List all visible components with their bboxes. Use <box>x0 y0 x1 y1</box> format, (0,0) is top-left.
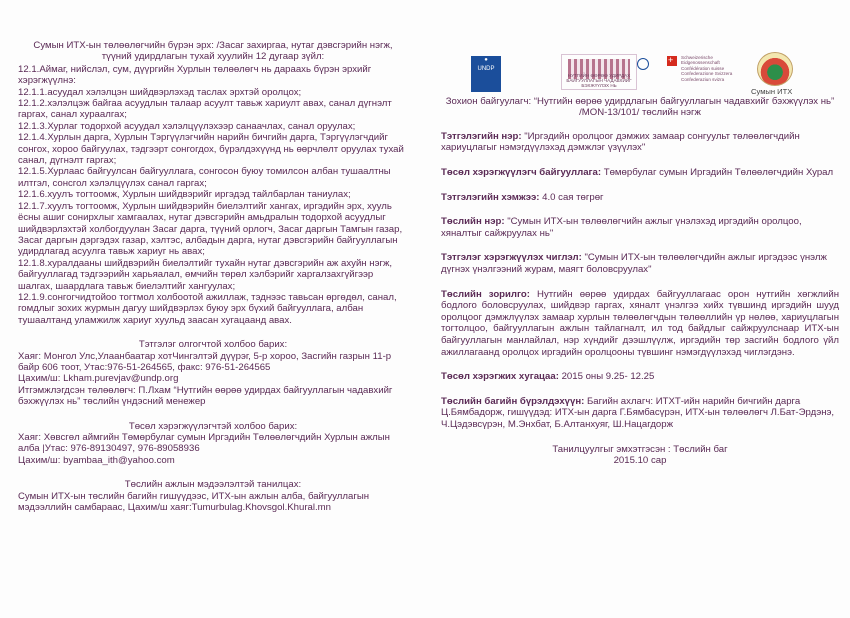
field-label: Төсөл хэрэгжүүлэгч байгууллага: <box>441 167 602 178</box>
left-column <box>18 40 408 513</box>
project-name <box>441 216 839 239</box>
compiled-by <box>441 444 839 467</box>
project-logo-caption: НУТГИЙН ӨӨРӨӨ УДИРДАХ БАЙГУУЛЛАГЫН ЧАДАВХИЙГ БЭХЖҮҮЛЭХ НЬ <box>566 73 632 88</box>
right-column <box>441 48 839 467</box>
field-value: 2015 оны 9.25- 12.25 <box>558 371 655 383</box>
sum-khural-label: Сумын ИТХ <box>751 87 793 96</box>
grantor-representative: Итгэмжлэгдсэн төлөөлөгч: П.Лхам “Нутгийн өөрөө удирдах байгууллагын чадавхийг бэхжүүлэх нь” төслийн үндэсний менежер <box>18 384 393 408</box>
field-value: 4.0 сая төгрөг <box>539 191 604 203</box>
field-value: Төмөрбулаг сумын Иргэдийн Төлөөлөгчдийн Хурал <box>601 167 834 178</box>
implementer-contact-heading: Төсөл хэрэгжүүлэгчтэй холбоо барих: <box>128 420 298 432</box>
powers-item: 12.1.Аймаг, нийслэл, сум, дүүргийн Хурлын төлөөлөгч нь дараахь бүрэн эрхийг хэрэгжүүлнэ: <box>18 63 372 87</box>
implementer-email[interactable]: Цахим/ш: byambaa_ith@yahoo.com <box>18 454 175 466</box>
field-value: "Иргэдийн оролцоог дэмжих замаар сонгуульт төлөөлөгчдийн хариуцлагыг нэмэгдүүлэхэд дэмжлэг үзүүлэх" <box>441 130 800 154</box>
un-emblem-icon <box>637 58 649 70</box>
powers-item: 12.1.6.хуулъ тогтоомж, Хурлын шийдвэрийг иргэдэд тайлбарлан таниулах; <box>18 189 351 201</box>
project-goal <box>441 289 839 359</box>
grant-direction <box>441 252 839 275</box>
project-info-heading: Төслийн ажлын мэдээлэлтэй танилцах: <box>124 479 302 491</box>
grantor-address: Хаяг: Монгол Улс,Улаанбаатар хотЧингэлтэй дүүрэг, 5-р хороо, Засгийн газрын 11-р байр 606 тоот, Утас:976-51-264565, факс: 976-51-264565 <box>18 350 392 373</box>
project-team <box>441 396 839 431</box>
field-value: "Сумын ИТХ-ын төлөөлөгчдийн ажлыг иргэдээс үнэлж дүгнэх үнэлгээний журам, маягт боловсруулах" <box>441 252 827 275</box>
grant-name <box>441 131 839 154</box>
project-info-text: Сумын ИТХ-ын төслийн багийн гишүүдээс, ИТХ-ын ажлын алба, байгууллагын мэдээллийн самбараас, Цахим/ш хаяг:Tumurbulag.Khovsgol.Khural.mn <box>18 490 370 514</box>
swiss-flag-icon <box>667 56 677 66</box>
field-value: Багийн ахлагч: ИТХТ-ийн нарийн бичгийн дарга Ц.Бямбадорж, гишүүдэд: ИТХ-ын дарга Г.Бямбасүрэн, ИТХ-ын төлөөлөгч Л.Бат-Эрдэнэ, Ч.Цэдэвсүрэн, М.Энхбат, Б.Алтанхуяг, Ш.Нацагдорж <box>441 395 835 430</box>
compiled-by-line: Танилцуулгыг эмхэтгэсэн : Төслийн баг <box>552 443 728 455</box>
field-label: Тэтгэлэгийн нэр: <box>441 130 522 142</box>
implementer-address: Хаяг: Хөвсгөл аймгийн Төмөрбулаг сумын Иргэдийн Төлөөлөгчдийн Хурлын ажлын алба |Утас: 976-89130497, 976-89058936 <box>18 432 390 455</box>
sum-khural-emblem-icon <box>757 52 793 86</box>
field-value: Нутгийн өөрөө удирдах байгууллагаас орон нутгийн хөгжлийн бодлого боловсруулах, шийдвэр гаргах, хяналт үнэлгээ хийх түвшинд иргэдийн шууд оролцоог дэмжлүүлэх замаар хурлын төлөөлөгчдын төлөөллийн үр нөлөө, хариуцлагын тогтолцоо, байгууллагын ажлын тайлагналт, ил тод байдлыг сайжруулснаар ИТХ-ын байгууллагын манлайлал, нэр хүндийг дээшлүүлж, иргэдийн төр засгийн бодлого үйл ажиллагаанд оролцох иргэдийн оролцооны түвшинг нэмэгдүүлэхэд чиглэгдэнэ. <box>441 288 839 358</box>
powers-item: 12.1.2.хэлэлцэж байгаа асуудлын талаар асуулт тавьж хариулт авах, санал дүгнэлт гаргах, санал хураалгах; <box>18 98 392 121</box>
powers-item: 12.1.5.Хурлаас байгуулсан байгууллага, сонгосон буюу томилсон албан тушаалтны илтгэл, сонсгол хэлэлцүүлэх санал гаргах; <box>18 166 391 189</box>
project-period <box>441 371 839 383</box>
field-label: Төслийн багийн бүрэлдэхүүн: <box>441 395 585 407</box>
undp-logo-icon: ● UNDP <box>471 56 501 92</box>
powers-item: 12.1.1.асуудал хэлэлцэн шийдвэрлэхэд таслах эрхтэй оролцох; <box>18 86 302 98</box>
powers-item: 12.1.7.хуулъ тогтоомж, Хурлын шийдвэрийн биелэлтийг хангах, иргэдийн эрх, хууль ёсны ашиг сонирхлыг хамгаалах, нутаг дэвсгэрийн амьдралын тодорхой асуудлыг шийдвэрлэхтэй холбогдуулан Засаг дарга, түүний орлогч, Засаг даргын Тамгын газар, Засаг даргын дэргэдэх газар, хэлтэс, албадын дарга, нутаг дэвсгэрийн байгууллагын удирдлагад асуулга тавьж хариуг нь авах; <box>18 200 403 258</box>
powers-intro: Сумын ИТХ-ын төлөөлөгчийн бүрэн эрх: /Засаг захиргаа, нутаг дэвсгэрийн нэгж, түүний удирдлагын тухай хуулийн 12 дугаар зүйл: <box>33 40 393 63</box>
powers-item: 12.1.9.сонгогчидтойоо тогтмол холбоотой ажиллаж, тэднээс тавьсан өргөдөл, санал, гомдлыг зохих журмын дагуу шийдвэрлэх буюу эрх бүхий байгууллага, албан тушаалтанд уламжилж хариуг хуульд заасан хугацаанд авах. <box>18 291 397 326</box>
organizer-line: Зохион байгуулагч: “Нутгийн өөрөө удирдлагын байгууллагын чадавхийг бэхжүүлэх нь” /MON-13/101/ төслийн нэгж <box>445 96 835 119</box>
project-logo-icon <box>561 54 637 90</box>
field-label: Тэтгэлэгийн хэмжээ: <box>441 191 540 203</box>
grantor-email[interactable]: Цахим/ш: Lkham.purevjav@undp.org <box>18 373 179 385</box>
powers-item: 12.1.3.Хурлаг тодорхой асуудал хэлэлцүүлэхээр санаачлах, санал оруулах; <box>18 120 356 132</box>
field-label: Төсөл хэрэгжих хугацаа: <box>441 371 559 383</box>
swiss-confederation-caption: Schweizerische Eidgenossenschaft Confédération suisse Confederazione Svizzera Confederaziun svizra <box>681 55 733 82</box>
logo-strip <box>441 48 839 96</box>
compiled-date: 2015.10 сар <box>613 455 667 467</box>
grantor-contact-heading: Тэтгэлэг олгогчтой холбоо барих: <box>138 339 288 351</box>
grant-amount <box>441 192 839 204</box>
field-label: Тэтгэлэг хэрэгжүүлэх чиглэл: <box>441 252 582 264</box>
implementing-org <box>441 167 839 179</box>
field-label: Төслийн нэр: <box>441 216 505 228</box>
field-label: Төслийн зорилго: <box>441 288 530 300</box>
powers-item: 12.1.8.хуралдааны шийдвэрийн биелэлтийг тухайн нутаг дэвсгэрийн аж ахуйн нэгж, байгууллагад тэдгээрийн харьяалал, өмчийн төрөл хэлбэрийг харгалзахгүйгээр шалгах, шаардлага тавьж биелэлтийг хангуулах; <box>18 257 393 292</box>
field-value: "Сумын ИТХ-ын төлөөлөгчийн ажлыг үнэлэхэд иргэдийн оролцоо, хяналтыг сайжруулах нь" <box>441 216 802 239</box>
powers-item: 12.1.4.Хурлын дарга, Хурлын Тэргүүлэгчийн нарийн бичгийн дарга, Тэргүүлэгчдийг сонгох, хороо байгуулах, тэдгээрт сонгогдох, бүрэлдэхүүнд нь өөрчлөлт оруулах тухай санал, дүгнэлт гаргах; <box>18 132 404 167</box>
